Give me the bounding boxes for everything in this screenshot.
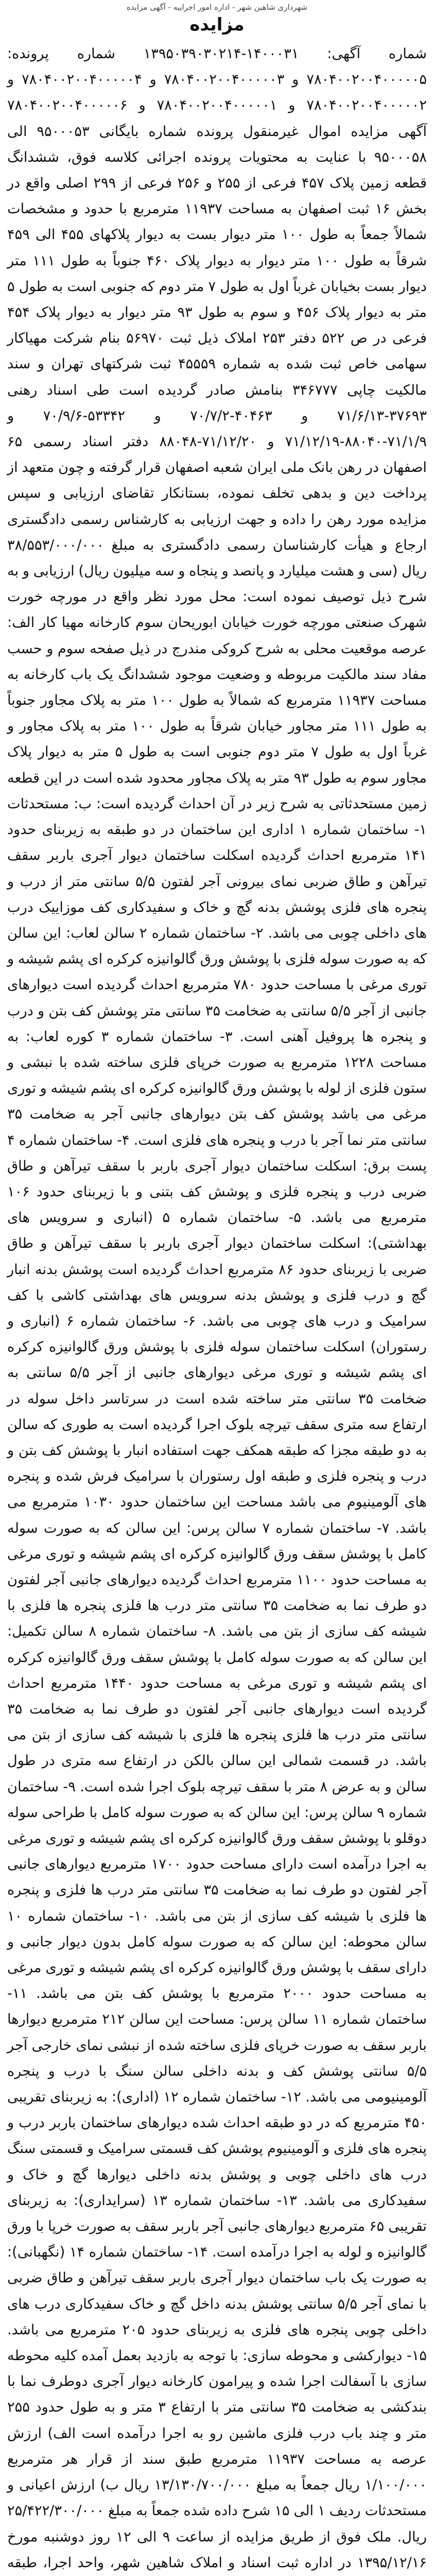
top-strip-text: شهرداری شاهین شهر - اداره امور اجراییه - آگهی مزایده xyxy=(126,3,308,12)
notice-body: شماره آگهی: ۱۴۰۰۰۳۱-۱۳۹۵۰۳۹۰۳۰۲۱۴ شماره پرونده: ۷۸۰۴۰۰۲۰۰۴۰۰۰۰۰۵ و ۷۸۰۴۰۰۲۰۰۴۰۰۰۰۰۳ و ۷۸۰۴۰۰۲۰۰۴۰۰۰۰۰۴ و ۷۸۰۴۰۰۲۰۰۴۰۰۰۰۰۲ و ۷۸۰۴۰۰۲۰۰۴۰۰۰۰۰۱ و ۷۸۰۴۰۰۲۰۰۴۰۰۰۰۰۶ آگهی مزایده اموال غیرمنقول پرونده شماره بایگانی ۹۵۰۰۰۵۳ الی ۹۵۰۰۰۵۸ با عنایت به محتویات پرونده اجرائی کلاسه فوق، ششدانگ قطعه زمین پلاک ۴۵۷ فرعی از ۲۵۵ و ۲۵۶ فرعی از ۲۹۹ اصلی واقع در بخش ۱۶ ثبت اصفهان به مساحت ۱۱۹۳۷ مترمربع با حدود و مشخصات شمالاً جمعاً به طول ۱۰۰ متر دیوار بست به دیوار پلاکهای ۴۵۵ الی ۴۵۹ شرقاً به طول ۱۰۰ متر دیوار به دیوار پلاک ۴۶۰ جنوباً به طول ۱۱۱ متر دیوار بست بخیابان غرباً اول به طول ۷ متر دوم که جنوبی است به طول ۵ متر به دیوار پلاک ۴۵۶ و سوم به طول ۹۳ متر دیوار به دیوار پلاک ۴۵۴ فرعی در ص ۵۲۲ دفتر ۲۵۳ املاک ذیل ثبت ۵۶۹۷۰ بنام شرکت مهیاکار سهامی خاص ثبت شده به شماره ۴۵۵۵۹ ثبت شرکتهای تهران و سند مالکیت چاپی ۳۴۶۷۷۷ بنامش صادر گردیده است طی اسناد رهنی ۳۷۶۹۳-۷۱/۶/۱۳ و ۴۰۴۶۳-۷۰/۷/۲ و ۵۳۳۴۲-۷۰/۹/۶ و ۷۱/۱/۹-۸۸۰۴۰-۷۱/۱۲/۱۹ و ۷۱/۱۲/۲۰-۸۸۰۴۸ دفتر اسناد رسمی ۶۵ اصفهان در رهن بانک ملی ایران شعبه اصفهان قرار گرفته و چون متعهد از پرداخت دین و بدهی تخلف نموده، بستانکار تقاضای ارزیابی و سپس مزایده مورد رهن را داده و جهت ارزیابی به کارشناس رسمی دادگستری ارجاع و هیأت کارشناسان رسمی دادگستری به مبلغ ۳۸/۵۵۳/۰۰۰/۰۰۰ ریال (سی و هشت میلیارد و پانصد و پنجاه و سه میلیون ریال) ارزیابی و به شرح ذیل توصیف نموده است: محل مورد نظر واقع در مورچه خورت شهرک صنعتی مورچه خورت خیابان ابوریحان سوم کارخانه مهیا کار الف: عرصه موقعیت محلی به شرح کروکی مندرج در ذیل صفحه سوم و حسب مفاد سند مالکیت مربوطه و وضعیت موجود ششدانگ یک باب کارخانه به مساحت ۱۱۹۳۷ مترمربع که شمالاً به طول ۱۰۰ متر به پلاک مجاور جنوباً به طول ۱۱۱ متر مجاور خیابان شرقاً به طول ۱۰۰ متر به پلاک مجاور و غرباً اول به طول ۷ متر دوم جنوبی است به طول ۵ متر به دیوار پلاک مجاور سوم به طول ۹۳ متر به پلاک مجاور محدود شده است در این قطعه زمین مستحدثاتی به شرح زیر در آن احداث گردیده است: ب: مستحدثات ۱- ساختمان شماره ۱ اداری این ساختمان در دو طبقه به زیربنای حدود ۱۴۱ مترمربع احداث گردیده اسکلت ساختمان دیوار آجری باربر سقف تیرآهن و طاق ضربی نمای بیرونی آجر لفتون ۵/۵ سانتی متر از درب و پنجره های فلزی پوشش بدنه گچ و خاک و سفیدکاری کف موزاییک درب های داخلی چوبی می باشد. ۲- ساختمان شماره ۲ سالن لعاب: این سالن که به صورت سوله فلزی با پوشش ورق گالوانیزه کرکره ای پشم شیشه و توری مرغی با مساحت حدود ۷۸۰ مترمربع احداث گردیده است دیوارهای جانبی از آجر ۵/۵ سانتی به ضخامت ۳۵ سانتی متر پوشش کف بتن و درب و پنجره ها پروفیل آهنی است. ۳- ساختمان شماره ۳ کوره لعاب: به مساحت ۱۲۲۸ مترمربع به صورت خرپای فلزی ساخته شده با نبشی و ستون فلزی از لوله با پوشش ورق گالوانیزه کرکره ای پشم شیشه و توری مرغی می باشد پوشش کف بتن دیوارهای جانبی آجر به ضخامت ۳۵ سانتی متر نما آجر با درب و پنجره های فلزی است. ۴- ساختمان شماره ۴ پست برق: اسکلت ساختمان دیوار آجری باربر با سقف تیرآهن و طاق ضربی درب و پنجره فلزی و پوشش کف بتنی و با زیربنای حدود ۱۰۶ مترمربع می باشد. ۵- ساختمان شماره ۵ (انباری و سرویس های بهداشتی): اسکلت ساختمان دیوار آجری باربر با سقف تیرآهن و طاق ضربی با زیربنای حدود ۸۶ مترمربع احداث گردیده است پوشش بدنه انبار گچ و درب فلزی و پوشش بدنه سرویس های بهداشتی کاشی با کف سرامیک و درب های چوبی می باشد. ۶- ساختمان شماره ۶ (انباری و رستوران) اسکلت ساختمان سوله فلزی با پوشش ورق گالوانیزه کرکره ای پشم شیشه و توری مرغی دیوارهای جانبی از آجر ۵/۵ سانتی به ضخامت ۳۵ سانتی متر ساخته شده است در سرتاسر داخل سوله در ارتفاع سه متری سقف تیرچه بلوک اجرا گردیده است به طوری که سالن به دو طبقه مجزا که طبقه همکف جهت استفاده انبار با پوشش کف بتن و درب و پنجره فلزی و طبقه اول رستوران با سرامیک فرش شده و پنجره های آلومینیوم می باشد مساحت این ساختمان حدود ۱۰۳۰ مترمربع می باشد. ۷- ساختمان شماره ۷ سالن پرس: این سالن که به صورت سوله کامل با پوشش سقف ورق گالوانیزه کرکره ای پشم شیشه و توری مرغی به مساحت حدود ۱۱۰۰ مترمربع احداث گردیده دیوارهای جانبی آجر لفتون دو طرف نما به ضخامت ۳۵ سانتی متر درب ها فلزی پنجره ها فلزی با شیشه کف سازی از بتن می باشد. ۸- ساختمان شماره ۸ سالن تکمیل: این سالن که به صورت سوله کامل با پوشش سقف ورق گالوانیزه کرکره ای پشم شیشه و توری مرغی به مساحت حدود ۱۴۴۰ مترمربع احداث گردیده است دیوارهای جانبی آجر لفتون دو طرف نما به ضخامت ۳۵ سانتی متر درب ها فلزی پنجره ها فلزی با شیشه کف سازی از بتن می باشد. در قسمت شمالی این سالن بالکن در ارتفاع سه متری در طول سالن و به عرض ۸ متر با سقف تیرچه بلوک اجرا شده است. ۹- ساختمان شماره ۹ سالن پرس: این سالن که به صورت سوله کامل با طراحی سوله دوقلو با پوشش سقف ورق گالوانیزه کرکره ای پشم شیشه و توری مرغی به اجرا درآمده است دارای مساحت حدود ۱۷۰۰ مترمربع دیوارهای جانبی آجر لفتون دو طرف نما به ضخامت ۳۵ سانتی متر درب ها فلزی و پنجره ها فلزی با شیشه کف سازی از بتن می باشد. ۱۰- ساختمان شماره ۱۰ سالن محوطه: این سالن که به صورت سوله کامل بدون دیوار جانبی و دارای سقف با پوشش ورق گالوانیزه کرکره ای پشم شیشه و توری مرغی به مساحت حدود ۲۰۰۰ مترمربع با پوشش کف بتن می باشد. ۱۱- ساختمان شماره ۱۱ سالن پرس: مساحت این سالن ۲۱۲ مترمربع دیوارها باربر سقف به صورت خرپای فلزی ساخته شده از نبشی نمای خارجی آجر ۵/۵ سانتی پوشش کف و بدنه داخلی سالن سنگ با درب و پنجره آلومینیومی می باشد. ۱۲- ساختمان شماره ۱۲ (اداری): به زیربنای تقریبی ۴۵۰ مترمربع که در دو طبقه احداث شده دیوارهای ساختمان باربر درب و پنجره های فلزی و آلومینیوم پوشش کف قسمتی سرامیک و قسمتی سنگ درب های داخلی چوبی و پوشش بدنه داخلی دیوارها گچ و خاک و سفیدکاری می باشد. ۱۳- ساختمان شماره ۱۳ (سرایداری): به زیربنای تقریبی ۶۵ مترمربع دیوارهای جانبی آجر باربر سقف به صورت خرپا با ورق گالوانیزه و لوله به اجرا درآمده است. ۱۴- ساختمان شماره ۱۴ (نگهبانی): به صورت یک باب ساختمان دیوار آجری باربر سقف تیرآهن و طاق ضربی با نمای آجر ۵/۵ سانتی پوشش بدنه داخل گچ و خاک سفیدکاری درب های داخلی چوبی پنجره های فلزی به زیربنای حدود ۲۰۵ مترمربع می باشد. ۱۵- دیوارکشی و محوطه سازی: با توجه به بازدید بعمل آمده کلیه محوطه سازی با آسفالت اجرا شده و پیرامون کارخانه دیوار آجری دوطرف نما با بندکشی به ضخامت ۳۵ سانتی متر با ارتفاع ۳ متر و به طول حدود ۲۵۵ متر و چند باب درب فلزی ماشین رو به اجرا درآمده است الف) ارزش عرصه به مساحت ۱۱۹۳۷ مترمربع طبق سند از قرار هر مترمربع ۱/۱۰۰/۰۰۰ ریال جمعاً به مبلغ ۱۳/۱۳۰/۷۰۰/۰۰۰ ریال ب) ارزش اعیانی و مستحدثات ردیف ۱ الی ۱۵ شرح داده شده جمعاً به مبلغ ۲۵/۴۲۲/۳۰۰/۰۰۰ ریال. ملک فوق از طریق مزایده از ساعت ۹ الی ۱۲ روز دوشنبه مورخ ۱۳۹۵/۱۲/۱۶ در اداره ثبت اسناد و املاک شاهین شهر، واحد اجرا، طبقه xyxy=(7,46,427,2571)
notice-title: مزایده xyxy=(189,14,245,35)
